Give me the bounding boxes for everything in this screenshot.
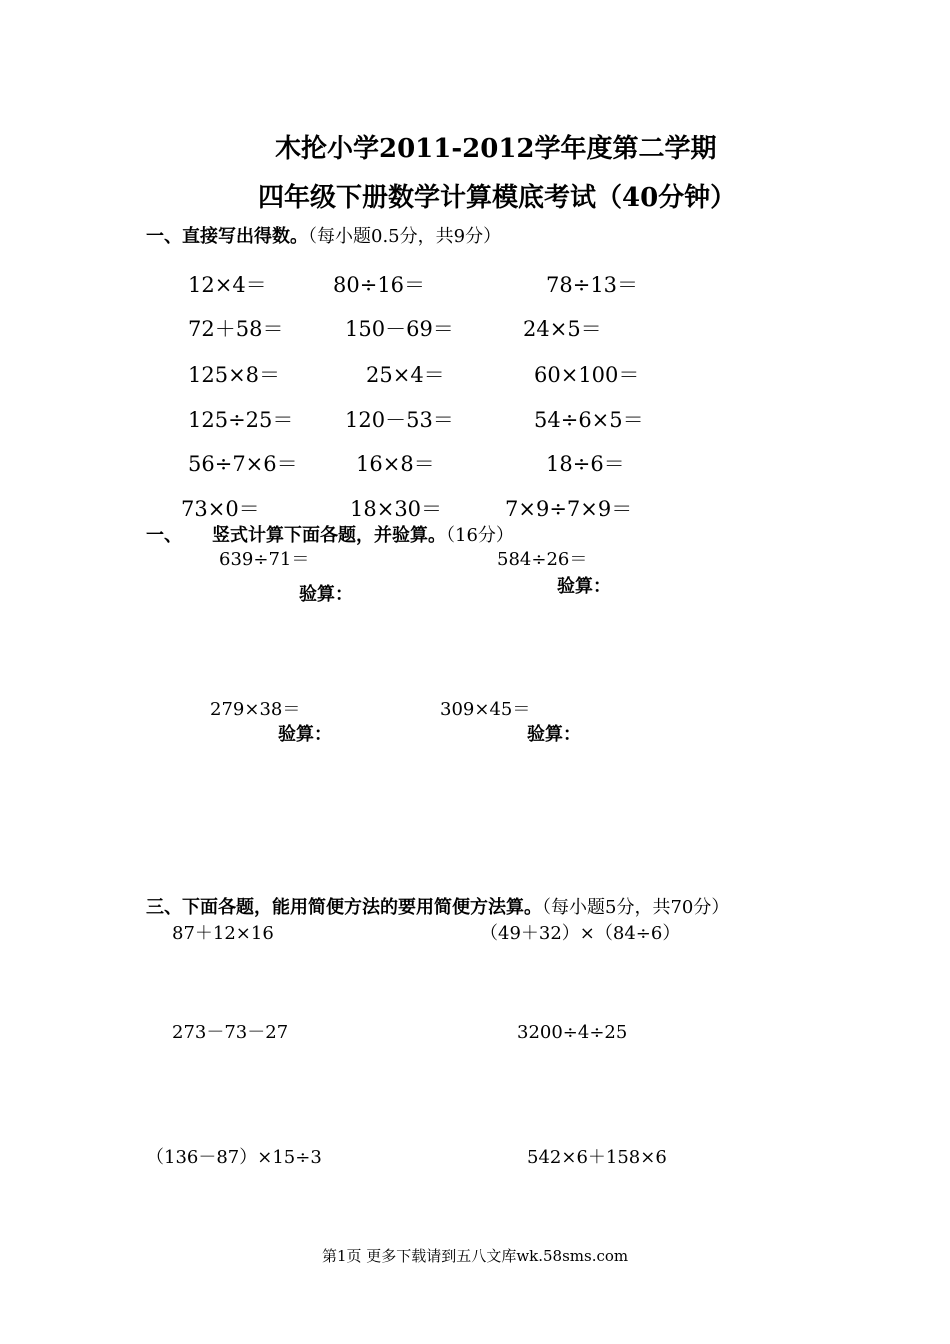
oral-item: 125÷25＝ [188, 408, 294, 432]
section1-heading: 一、直接写出得数。 [146, 226, 308, 247]
oral-item: 18÷6＝ [546, 452, 625, 476]
section3-heading-row [146, 899, 729, 917]
check-label: 验算： [557, 576, 611, 597]
simplify-item: （49＋32）×（84÷6） [480, 923, 681, 944]
page-footer: 第1页 更多下载请到五八文库wk.58sms.com [322, 1247, 629, 1265]
oral-item: 7×9÷7×9＝ [505, 497, 633, 521]
check-label: 验算： [299, 584, 353, 605]
vertical-item: 309×45＝ [440, 699, 531, 720]
simplify-item: 542×6＋158×6 [527, 1147, 667, 1168]
vertical-item: 279×38＝ [210, 699, 301, 720]
simplify-item: 3200÷4÷25 [517, 1022, 628, 1043]
oral-item: 80÷16＝ [333, 273, 426, 297]
oral-item: 24×5＝ [523, 317, 602, 341]
page-subtitle: 四年级下册数学计算模底考试（40分钟） [258, 183, 737, 213]
oral-item: 25×4＝ [366, 363, 445, 387]
oral-item: 78÷13＝ [546, 273, 639, 297]
section1-heading-row [146, 228, 501, 246]
oral-item: 18×30＝ [350, 497, 443, 521]
page-title: 木抡小学2011-2012学年度第二学期 [275, 134, 717, 164]
simplify-item: 273－73－27 [172, 1022, 289, 1043]
simplify-item: 87＋12×16 [172, 923, 274, 944]
section2-note: （16分） [446, 525, 514, 546]
oral-item: 56÷7×6＝ [188, 452, 298, 476]
oral-item: 16×8＝ [356, 452, 435, 476]
vertical-item: 639÷71＝ [219, 549, 310, 570]
check-label: 验算： [278, 724, 332, 745]
oral-item: 120－53＝ [345, 408, 454, 432]
section3-heading: 三、下面各题，能用简便方法的要用简便方法算。 [146, 897, 542, 918]
section3-note: （每小题5分，共70分） [542, 897, 730, 918]
oral-item: 72＋58＝ [188, 317, 284, 341]
oral-item: 60×100＝ [534, 363, 640, 387]
simplify-item: （136－87）×15÷3 [146, 1147, 322, 1168]
oral-item: 150－69＝ [345, 317, 454, 341]
oral-item: 125×8＝ [188, 363, 281, 387]
oral-item: 12×4＝ [188, 273, 267, 297]
oral-item: 73×0＝ [181, 497, 260, 521]
oral-item: 54÷6×5＝ [534, 408, 644, 432]
section1-note: （每小题0.5分，共9分） [308, 226, 502, 247]
section2-heading: 竖式计算下面各题，并验算。 [212, 525, 446, 546]
vertical-item: 584÷26＝ [497, 549, 588, 570]
check-label: 验算： [527, 724, 581, 745]
section2-number: 一、 [146, 525, 182, 546]
section2-heading-row [146, 527, 514, 545]
